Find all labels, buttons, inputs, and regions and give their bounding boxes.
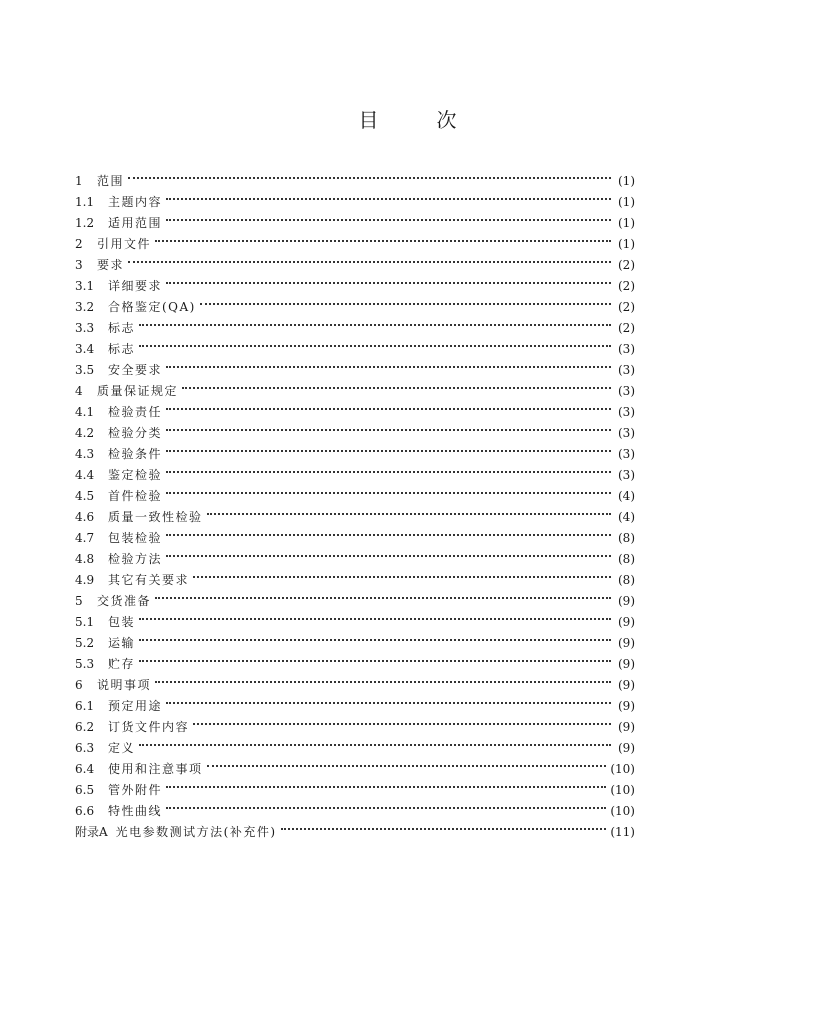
- toc-entry-page: (9): [618, 678, 635, 692]
- toc-entry[interactable]: [75, 752, 635, 776]
- toc-entry-label: 标志: [108, 321, 136, 335]
- toc-entry[interactable]: [75, 269, 635, 293]
- toc-entry-label: 说明事项: [97, 678, 152, 692]
- dot-leader: [155, 227, 611, 248]
- toc-entry-page: (4): [618, 489, 635, 503]
- dot-leader: [166, 794, 606, 815]
- toc-entry-number: 4.6: [75, 510, 95, 524]
- dot-leader: [166, 773, 606, 794]
- dot-leader: [193, 563, 611, 584]
- toc-entry-page: (2): [618, 279, 635, 293]
- dot-leader: [128, 164, 611, 185]
- toc-entry-label: 管外附件: [108, 783, 163, 797]
- toc-entry-number: 3.5: [75, 363, 95, 377]
- toc-entry-page: (9): [618, 657, 635, 671]
- toc-entry-label: 特性曲线: [108, 804, 163, 818]
- toc-entry-label: 检验分类: [108, 426, 163, 440]
- toc-entry-label: 使用和注意事项: [108, 762, 203, 776]
- toc-entry[interactable]: [75, 626, 635, 650]
- toc-entry-label: 质量保证规定: [97, 384, 179, 398]
- toc-entry-label: 贮存: [108, 657, 136, 671]
- toc-entry-label: 鉴定检验: [108, 468, 163, 482]
- dot-leader: [166, 689, 611, 710]
- toc-entry[interactable]: [75, 584, 635, 608]
- toc-entry[interactable]: [75, 332, 635, 356]
- dot-leader: [155, 668, 611, 689]
- dot-leader: [200, 290, 611, 311]
- toc-entry-number: 3.3: [75, 321, 95, 335]
- toc-entry-page: (9): [618, 720, 635, 734]
- toc-entry[interactable]: [75, 185, 635, 209]
- toc-entry-number: 6.6: [75, 804, 95, 818]
- toc-entry-number: 4.5: [75, 489, 95, 503]
- dot-leader: [207, 500, 611, 521]
- dot-leader: [166, 479, 611, 500]
- toc-entry-number: 3.1: [75, 279, 95, 293]
- toc-entry-page: (2): [618, 300, 635, 314]
- dot-leader: [128, 248, 611, 269]
- toc-entry-number: 6.1: [75, 699, 95, 713]
- toc-entry-page: (4): [618, 510, 635, 524]
- toc-entry-label: 检验条件: [108, 447, 163, 461]
- toc-entry-number: 4: [75, 384, 83, 398]
- appendix-label: 光电参数测试方法(补充件): [115, 825, 277, 839]
- toc-entry-number: 6.4: [75, 762, 95, 776]
- toc-entry-page: (10): [610, 783, 635, 797]
- toc-entry-page: (1): [618, 174, 635, 188]
- toc-entry-label: 包装: [108, 615, 136, 629]
- dot-leader: [139, 626, 611, 647]
- dot-leader: [139, 311, 611, 332]
- toc-entry-label: 质量一致性检验: [108, 510, 203, 524]
- dot-leader: [281, 815, 607, 836]
- toc-entry-label: 要求: [97, 258, 125, 272]
- toc-entry-page: (2): [618, 321, 635, 335]
- toc-entry-label: 首件检验: [108, 489, 163, 503]
- toc-entry-number: 4.1: [75, 405, 95, 419]
- toc-entry-label: 范围: [97, 174, 125, 188]
- toc-entry-label: 包装检验: [108, 531, 163, 545]
- toc-entry-page: (3): [618, 363, 635, 377]
- toc-entry-number: 5.1: [75, 615, 95, 629]
- dot-leader: [207, 752, 607, 773]
- toc-entry-label: 定义: [108, 741, 136, 755]
- toc-entry-page: (9): [618, 699, 635, 713]
- toc-entry-page: (9): [618, 636, 635, 650]
- toc-entry-label: 其它有关要求: [108, 573, 190, 587]
- toc-entry[interactable]: [75, 605, 635, 629]
- toc-entry-number: 1.1: [75, 195, 95, 209]
- toc-entry-page: (10): [610, 804, 635, 818]
- toc-entry-number: 4.3: [75, 447, 95, 461]
- toc-entry-page: (8): [618, 531, 635, 545]
- toc-entry-label: 检验责任: [108, 405, 163, 419]
- toc-entry-label: 订货文件内容: [108, 720, 190, 734]
- dot-leader: [139, 332, 611, 353]
- toc-entry-label: 检验方法: [108, 552, 163, 566]
- toc-entry-label: 预定用途: [108, 699, 163, 713]
- dot-leader: [166, 416, 611, 437]
- appendix-number: 附录A: [75, 825, 108, 839]
- toc-entry-label: 适用范围: [108, 216, 163, 230]
- toc-entry-number: 1: [75, 174, 83, 188]
- toc-entry-page: (3): [618, 426, 635, 440]
- dot-leader: [166, 395, 611, 416]
- toc-entry-page: (2): [618, 258, 635, 272]
- dot-leader: [166, 269, 611, 290]
- dot-leader: [166, 185, 611, 206]
- toc-entry-label: 合格鉴定(QA): [108, 300, 196, 314]
- toc-entry-page: (1): [618, 195, 635, 209]
- dot-leader: [182, 374, 611, 395]
- dot-leader: [166, 353, 611, 374]
- toc-entry-number: 4.2: [75, 426, 95, 440]
- toc-entry-page: (3): [618, 384, 635, 398]
- dot-leader: [166, 437, 611, 458]
- dot-leader: [193, 710, 611, 731]
- toc-entry-number: 4.9: [75, 573, 95, 587]
- page-title: [0, 104, 815, 133]
- toc-entry-number: 6.3: [75, 741, 95, 755]
- toc-entry-label: 标志: [108, 342, 136, 356]
- toc-entry-page: (8): [618, 552, 635, 566]
- toc-entry-label: 主题内容: [108, 195, 163, 209]
- toc-entry-number: 3.2: [75, 300, 95, 314]
- table-of-contents: [75, 164, 635, 839]
- dot-leader: [139, 605, 611, 626]
- toc-entry-label: 详细要求: [108, 279, 163, 293]
- toc-entry-label: 运输: [108, 636, 136, 650]
- toc-entry-number: 4.8: [75, 552, 95, 566]
- toc-entry-label: 交货准备: [97, 594, 152, 608]
- toc-entry[interactable]: [75, 248, 635, 272]
- appendix-page: (11): [610, 825, 635, 839]
- toc-entry-number: 3.4: [75, 342, 95, 356]
- dot-leader: [139, 731, 611, 752]
- toc-entry-number: 3: [75, 258, 83, 272]
- toc-entry[interactable]: [75, 647, 635, 671]
- toc-entry-number: 2: [75, 237, 83, 251]
- toc-entry[interactable]: [75, 353, 635, 377]
- dot-leader: [166, 521, 611, 542]
- dot-leader: [166, 458, 611, 479]
- toc-entry-page: (3): [618, 447, 635, 461]
- toc-entry-number: 6.5: [75, 783, 95, 797]
- toc-entry-number: 6.2: [75, 720, 95, 734]
- toc-entry-page: (9): [618, 615, 635, 629]
- title-char-1: 目: [358, 108, 379, 132]
- dot-leader: [155, 584, 611, 605]
- toc-entry-number: 4.4: [75, 468, 95, 482]
- toc-entry[interactable]: [75, 311, 635, 335]
- toc-entry[interactable]: [75, 689, 635, 713]
- toc-entry-page: (3): [618, 342, 635, 356]
- toc-entry-page: (10): [610, 762, 635, 776]
- title-char-2: 次: [436, 108, 457, 132]
- toc-entry-number: 1.2: [75, 216, 95, 230]
- toc-entry-number: 4.7: [75, 531, 95, 545]
- toc-entry-label: 引用文件: [97, 237, 152, 251]
- toc-entry[interactable]: [75, 227, 635, 251]
- toc-entry-number: 5.3: [75, 657, 95, 671]
- toc-entry-number: 5: [75, 594, 83, 608]
- toc-entry-page: (1): [618, 216, 635, 230]
- toc-entry-page: (3): [618, 405, 635, 419]
- toc-entry-number: 5.2: [75, 636, 95, 650]
- toc-entry-page: (3): [618, 468, 635, 482]
- toc-entry-number: 6: [75, 678, 83, 692]
- toc-entry-page: (9): [618, 594, 635, 608]
- toc-entry[interactable]: [75, 164, 635, 188]
- toc-entry-page: (1): [618, 237, 635, 251]
- toc-entry[interactable]: [75, 668, 635, 692]
- toc-entry-page: (9): [618, 741, 635, 755]
- dot-leader: [166, 206, 611, 227]
- dot-leader: [166, 542, 611, 563]
- toc-entry-page: (8): [618, 573, 635, 587]
- toc-entry[interactable]: [75, 731, 635, 755]
- dot-leader: [139, 647, 611, 668]
- toc-entry-label: 安全要求: [108, 363, 163, 377]
